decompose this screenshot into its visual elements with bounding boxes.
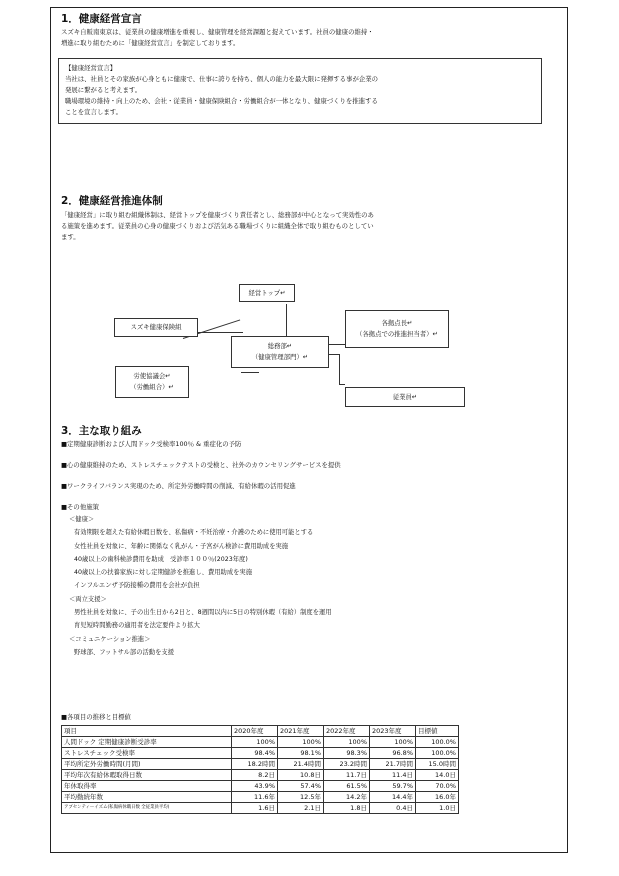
value-cell: 11.7日 <box>324 770 370 781</box>
other-measures <box>61 513 553 659</box>
measure-category: ＜両立支援＞ <box>69 595 107 603</box>
value-cell: 15.0時間 <box>416 759 459 770</box>
value-cell: 16.0年 <box>416 792 459 803</box>
table-row <box>62 759 459 770</box>
measure-item: 男性社員を対象に、子の出生日から2日と、8週間以内に5日の特別休暇（有給）制度を運用 <box>74 609 332 617</box>
section1-heading: 1．健康経営宣言 <box>61 13 142 25</box>
org-box-employees <box>345 387 465 407</box>
section2-body-line: ます。 <box>61 233 80 241</box>
header-cell-item: 項目 <box>62 726 232 737</box>
section2-heading: 2．健康経営推進体制 <box>61 195 163 207</box>
table-caption: ■各項目の推移と目標値 <box>61 713 131 721</box>
section3-heading: 3．主な取り組み <box>61 425 142 437</box>
section2-body-line: る施策を進めます。従業員の心身の健康づくりおよび活気ある職場づくりに組織全体で取り組むものとしてい <box>61 222 374 230</box>
value-cell: 96.8% <box>370 748 416 759</box>
org-label: （労働組合）↵ <box>130 383 174 391</box>
row-label-cell: 平均所定外労働時間(月間) <box>62 759 232 770</box>
connector-line <box>286 304 287 336</box>
value-cell: 98.1% <box>278 748 324 759</box>
initiative-bullet: ■心の健康維持のため、ストレスチェックテストの受検と、社外のカウンセリングサービスを提供 <box>61 461 341 469</box>
initiative-bullet: ■定期健康診断および人間ドック受検率100％ & 重症化の予防 <box>61 440 242 448</box>
value-cell: 1.8日 <box>324 803 370 814</box>
measure-category: ＜コミュニケーション推進＞ <box>69 635 151 643</box>
value-cell: 100% <box>278 737 324 748</box>
table-row <box>62 803 459 814</box>
connector-line <box>241 372 259 373</box>
row-label-cell: 平均年次有給休暇取得日数 <box>62 770 232 781</box>
value-cell: 14.4年 <box>370 792 416 803</box>
section2 <box>61 194 553 243</box>
org-label: （健康管理部門）↵ <box>251 353 309 361</box>
org-label: 労使協議会↵ <box>133 372 171 380</box>
header-cell-year: 2021年度 <box>278 726 324 737</box>
declaration-box <box>58 58 542 124</box>
value-cell: 70.0% <box>416 781 459 792</box>
measure-item: 40歳以上の歯科検診費用を助成 受診率１００％(2023年度) <box>74 555 248 563</box>
connector-line <box>329 354 339 355</box>
value-cell: 98.3% <box>324 748 370 759</box>
measure-item: インフルエンザ予防接種の費用を会社が負担 <box>74 582 200 590</box>
org-label: スズキ健康保険組 <box>130 323 182 331</box>
value-cell: 100% <box>324 737 370 748</box>
value-cell: 11.6年 <box>232 792 278 803</box>
table-header-row <box>62 726 459 737</box>
table-row <box>62 748 459 759</box>
section2-body-line: 「健康経営」に取り組む組織体制は、経営トップを健康づくり責任者とし、総務部が中心となって実効性のあ <box>61 211 374 219</box>
table-row <box>62 781 459 792</box>
value-cell: 98.4% <box>232 748 278 759</box>
value-cell: 2.1日 <box>278 803 324 814</box>
value-cell: 14.0日 <box>416 770 459 781</box>
row-label-cell: アブセンティーイズム(私傷病休職日数 全従業員平均) <box>62 803 232 814</box>
value-cell: 8.2日 <box>232 770 278 781</box>
measure-item: 40歳以上の扶養家族に対し定期健診を推進し、費用助成を実施 <box>74 569 253 577</box>
row-label-cell: 人間ドック 定期健康診断受診率 <box>62 737 232 748</box>
connector-line <box>339 384 345 385</box>
value-cell: 43.9% <box>232 781 278 792</box>
value-cell: 59.7% <box>370 781 416 792</box>
section1-intro-line: 増進に取り組むために「健康経営宣言」を制定しております。 <box>61 39 240 47</box>
org-label: 従業員↵ <box>392 392 418 401</box>
value-cell: 14.2年 <box>324 792 370 803</box>
value-cell: 1.6日 <box>232 803 278 814</box>
section1-intro-line: スズキ自販南東京は、従業員の健康増進を重視し、健康管理を経営課題と捉えています。社員の健康の維持・ <box>61 28 374 36</box>
header-cell-year: 2022年度 <box>324 726 370 737</box>
declaration-line: ことを宣言します。 <box>65 108 123 116</box>
measure-item: 育児短時間勤務の適用者を法定要件より拡大 <box>74 622 200 630</box>
value-cell: 1.0日 <box>416 803 459 814</box>
org-label: 総務部↵ <box>267 342 293 350</box>
value-cell: 21.4時間 <box>278 759 324 770</box>
measure-item: 野球部、フットサル部の活動を支援 <box>74 648 174 656</box>
value-cell: 100% <box>232 737 278 748</box>
header-cell-year: 2020年度 <box>232 726 278 737</box>
header-cell-year: 2023年度 <box>370 726 416 737</box>
org-box-labor-council <box>115 366 189 398</box>
value-cell: 23.2時間 <box>324 759 370 770</box>
value-cell: 10.8日 <box>278 770 324 781</box>
org-box-branch-heads <box>345 310 449 348</box>
declaration-line: 当社は、社員とその家族が心身ともに健康で、仕事に誇りを持ち、個人の能力を最大限に発揮する事が企業の <box>65 75 379 83</box>
value-cell: 100% <box>370 737 416 748</box>
measure-item: 女性社員を対象に、年齢に関係なく乳がん・子宮がん検診に費用助成を実施 <box>74 542 289 550</box>
value-cell: 21.7時間 <box>370 759 416 770</box>
value-cell: 61.5% <box>324 781 370 792</box>
document-content <box>61 12 553 656</box>
org-box-top-management <box>239 284 295 302</box>
section3 <box>61 424 553 659</box>
connector-line <box>339 354 340 384</box>
value-cell: 0.4日 <box>370 803 416 814</box>
org-label: （各拠点での推進担当者）↵ <box>355 330 439 338</box>
org-box-general-affairs <box>231 336 329 368</box>
value-cell: 100.0% <box>416 748 459 759</box>
org-box-health-insurance <box>114 318 198 337</box>
initiative-bullet: ■その他施策 <box>61 503 99 511</box>
declaration-line: 職場環境の維持・向上のため、会社・従業員・健康保険組合・労働組合が一体となり、健康づくりを推進する <box>65 97 378 105</box>
org-label: 経営トップ↵ <box>248 288 286 297</box>
org-label: 各拠点長↵ <box>381 319 413 327</box>
row-label-cell: ストレスチェック受検率 <box>62 748 232 759</box>
row-label-cell: 平均勤続年数 <box>62 792 232 803</box>
row-label-cell: 年休取得率 <box>62 781 232 792</box>
declaration-line: 発展に繋がると考えます。 <box>65 86 142 94</box>
value-cell: 12.5年 <box>278 792 324 803</box>
value-cell: 100.0% <box>416 737 459 748</box>
table-row <box>62 792 459 803</box>
measure-category: ＜健康＞ <box>69 516 95 523</box>
value-cell: 11.4日 <box>370 770 416 781</box>
declaration-title: 【健康経営宣言】 <box>65 64 117 72</box>
header-cell-year: 目標値 <box>416 726 459 737</box>
value-cell: 18.2時間 <box>232 759 278 770</box>
value-cell: 57.4% <box>278 781 324 792</box>
table-row <box>62 737 459 748</box>
metrics-table <box>61 725 459 814</box>
org-chart <box>61 278 553 418</box>
initiative-bullet: ■ワークライフバランス実現のため、所定外労働時間の削減、有給休暇の活用促進 <box>61 482 296 490</box>
table-row <box>62 770 459 781</box>
measure-item: 有効期限を超えた有給休暇日数を、私傷病・不妊治療・介護のために使用可能とする <box>74 529 314 537</box>
